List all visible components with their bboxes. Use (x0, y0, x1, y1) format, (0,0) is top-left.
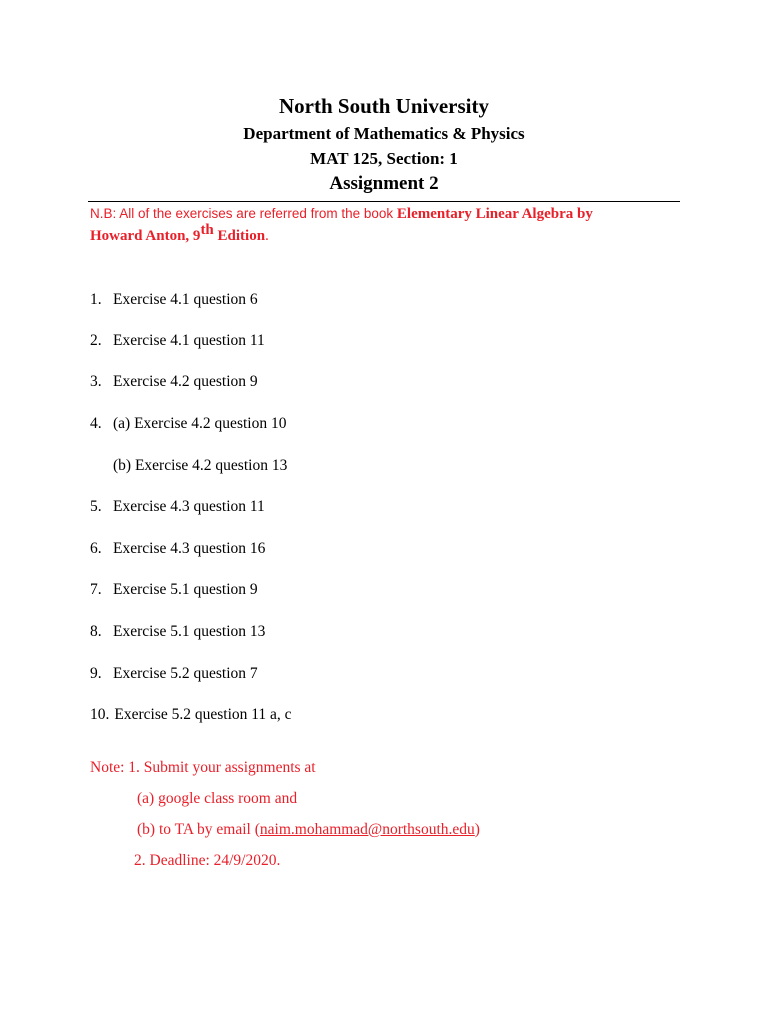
exercise-number: 10. (90, 706, 110, 723)
exercise-text: (b) Exercise 4.2 question 13 (113, 457, 288, 474)
exercise-number: 3. (90, 373, 102, 390)
exercise-item (90, 664, 258, 684)
exercise-text: (a) Exercise 4.2 question 10 (113, 415, 287, 432)
nb-edition-word: Edition (213, 228, 266, 244)
exercise-item (90, 290, 258, 310)
exercise-text: Exercise 4.3 question 11 (113, 498, 265, 515)
exercise-item (90, 539, 265, 559)
nb-suffix: . (265, 228, 269, 244)
header-divider (88, 201, 680, 202)
exercise-number: 6. (90, 540, 102, 557)
exercise-text: Exercise 4.2 question 9 (113, 373, 258, 390)
exercise-text: Exercise 5.2 question 11 a, c (114, 706, 292, 723)
nb-prefix: N.B: All of the exercises are referred from the book (90, 206, 397, 221)
submission-option-google: (a) google class room and (137, 790, 298, 807)
exercise-number: 5. (90, 498, 102, 515)
course-section: MAT 125, Section: 1 (310, 149, 458, 168)
exercise-text: Exercise 5.1 question 9 (113, 581, 258, 598)
exercise-text: Exercise 4.3 question 16 (113, 540, 266, 557)
exercise-number: 2. (90, 332, 102, 349)
deadline-note: 2. Deadline: 24/9/2020. (134, 852, 281, 869)
exercise-item (90, 331, 265, 351)
nb-book-author: Howard Anton, 9 (90, 228, 201, 244)
nb-edition-superscript: th (200, 222, 214, 238)
exercise-item (90, 414, 286, 434)
exercise-number: 8. (90, 623, 102, 640)
submission-note: Note: 1. Submit your assignments at (90, 759, 316, 776)
exercise-item (90, 580, 258, 600)
nb-note (90, 203, 680, 247)
exercise-item (90, 372, 258, 392)
email-suffix: ) (474, 821, 480, 838)
exercise-item (90, 622, 265, 642)
exercise-item (90, 497, 265, 517)
submission-option-email (137, 820, 480, 840)
exercise-text: Exercise 5.2 question 7 (113, 665, 258, 682)
exercise-item (90, 705, 292, 725)
exercise-number: 9. (90, 665, 102, 682)
exercise-number: 7. (90, 581, 102, 598)
exercise-text: Exercise 4.1 question 6 (113, 291, 258, 308)
nb-book-title: Elementary Linear Algebra by (396, 206, 593, 222)
ta-email-link[interactable]: naim.mohammad@northsouth.edu (259, 821, 475, 838)
exercise-number: 4. (90, 415, 102, 432)
exercise-number: 1. (90, 291, 102, 308)
exercise-subitem (113, 456, 287, 476)
email-prefix: (b) to TA by email ( (137, 821, 260, 838)
university-title: North South University (278, 94, 489, 118)
exercise-text: Exercise 5.1 question 13 (113, 623, 266, 640)
assignment-title: Assignment 2 (329, 173, 439, 194)
exercise-text: Exercise 4.1 question 11 (113, 332, 265, 349)
department-name: Department of Mathematics & Physics (243, 124, 525, 143)
